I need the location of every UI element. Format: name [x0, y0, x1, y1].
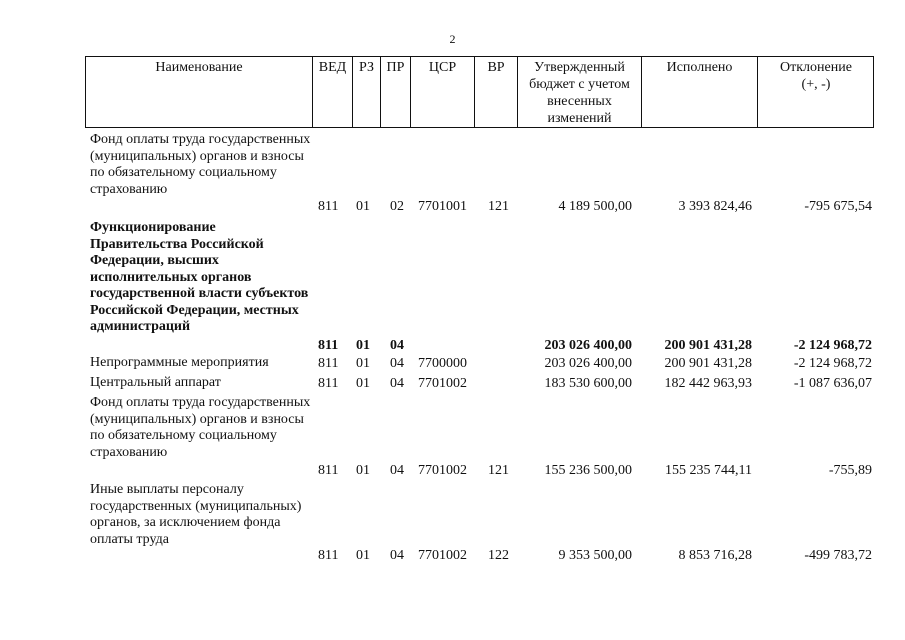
row-pr: 04 — [390, 356, 404, 371]
row-deviation: -1 087 636,07 — [793, 376, 872, 391]
header-ved: ВЕД — [312, 57, 352, 127]
row-executed: 3 393 824,46 — [678, 199, 752, 214]
row-ved: 811 — [318, 376, 339, 391]
header-rz: РЗ — [352, 57, 380, 127]
row-csr: 7701002 — [418, 376, 467, 391]
row-csr: 7701002 — [418, 463, 467, 478]
row-rz: 01 — [356, 356, 370, 371]
row-csr: 7701002 — [418, 548, 467, 563]
row-name: Иные выплаты персоналу государственных (муниципальных) органов, за исключением фонда оплаты труда — [90, 482, 302, 547]
row-name: Непрограммные мероприятия — [90, 355, 269, 370]
row-rz: 01 — [356, 199, 370, 214]
row-budget: 203 026 400,00 — [544, 356, 632, 371]
row-deviation: -499 783,72 — [804, 548, 872, 563]
row-vr: 121 — [488, 463, 509, 478]
row-executed: 200 901 431,28 — [664, 356, 752, 371]
row-budget: 203 026 400,00 — [544, 338, 632, 353]
header-deviation: Отклонение (+, -) — [757, 57, 874, 127]
row-ved: 811 — [318, 338, 339, 353]
header-budget: Утвержденный бюджет с учетом внесенных изменений — [517, 57, 641, 127]
row-pr: 04 — [390, 548, 404, 563]
table-header — [85, 56, 874, 128]
row-executed: 182 442 963,93 — [664, 376, 752, 391]
header-csr: ЦСР — [410, 57, 474, 127]
row-budget: 183 530 600,00 — [544, 376, 632, 391]
header-pr: ПР — [380, 57, 410, 127]
row-pr: 04 — [390, 463, 404, 478]
row-vr: 121 — [488, 199, 509, 214]
row-pr: 04 — [390, 376, 404, 391]
row-executed: 200 901 431,28 — [664, 338, 752, 353]
row-deviation: -2 124 968,72 — [793, 356, 872, 371]
row-name: Фонд оплаты труда государственных (муниципальных) органов и взносы по обязательному социальному страхованию — [90, 132, 311, 197]
row-deviation: -755,89 — [828, 463, 872, 478]
row-vr: 122 — [488, 548, 509, 563]
row-rz: 01 — [356, 463, 370, 478]
row-executed: 8 853 716,28 — [678, 548, 752, 563]
row-pr: 04 — [390, 338, 404, 353]
row-deviation: -795 675,54 — [804, 199, 872, 214]
header-executed: Исполнено — [641, 57, 757, 127]
row-name: Функционирование Правительства Российской Федерации, высших исполнительных органов государственной власти субъектов Российской Федерации, местных администраций — [90, 220, 309, 334]
row-csr: 7701001 — [418, 199, 467, 214]
row-deviation: -2 124 968,72 — [793, 338, 872, 353]
row-ved: 811 — [318, 548, 339, 563]
row-budget: 4 189 500,00 — [558, 199, 632, 214]
row-ved: 811 — [318, 463, 339, 478]
row-name: Фонд оплаты труда государственных (муниципальных) органов и взносы по обязательному социальному страхованию — [90, 395, 311, 460]
header-vr: ВР — [474, 57, 517, 127]
row-rz: 01 — [356, 376, 370, 391]
row-name: Центральный аппарат — [90, 375, 221, 390]
row-budget: 155 236 500,00 — [544, 463, 632, 478]
row-rz: 01 — [356, 338, 370, 353]
row-budget: 9 353 500,00 — [558, 548, 632, 563]
row-csr: 7700000 — [418, 356, 467, 371]
row-executed: 155 235 744,11 — [665, 463, 752, 478]
row-ved: 811 — [318, 356, 339, 371]
row-rz: 01 — [356, 548, 370, 563]
page-number: 2 — [449, 32, 456, 46]
header-name: Наименование — [155, 60, 243, 75]
row-ved: 811 — [318, 199, 339, 214]
row-pr: 02 — [390, 199, 404, 214]
